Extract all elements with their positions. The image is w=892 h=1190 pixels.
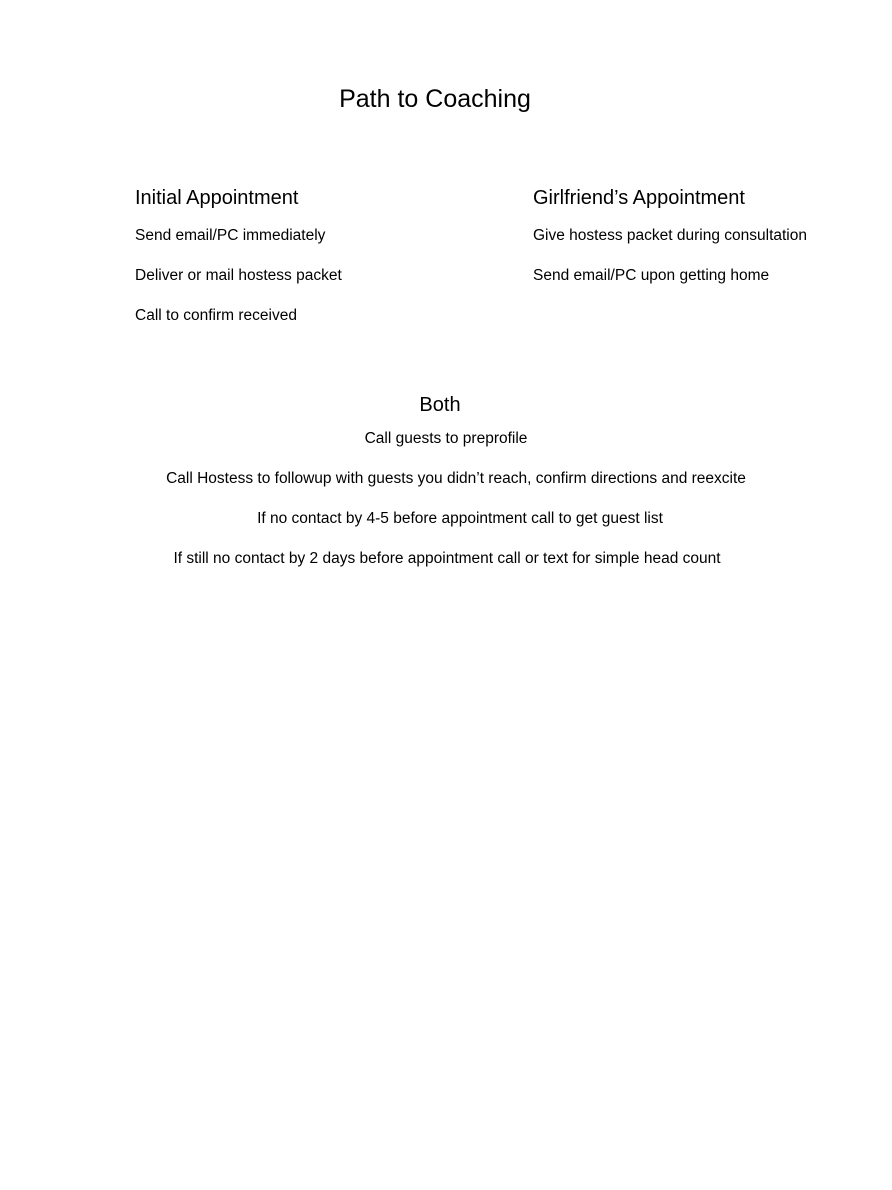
list-item: If no contact by 4-5 before appointment call to get guest list <box>257 510 663 527</box>
list-item: Deliver or mail hostess packet <box>135 267 342 284</box>
girlfriend-appointment-heading: Girlfriend’s Appointment <box>533 187 745 209</box>
both-heading: Both <box>419 394 461 416</box>
list-item: Call Hostess to followup with guests you didn’t reach, confirm directions and reexcite <box>166 470 746 487</box>
list-item: Send email/PC immediately <box>135 227 326 244</box>
both-section <box>0 391 892 589</box>
page-title: Path to Coaching <box>339 85 531 113</box>
initial-appointment-heading: Initial Appointment <box>135 187 299 209</box>
girlfriend-appointment-section <box>533 184 883 306</box>
list-item: If still no contact by 2 days before appointment call or text for simple head count <box>173 550 721 567</box>
list-item: Give hostess packet during consultation <box>533 227 807 244</box>
list-item: Call to confirm received <box>135 307 297 324</box>
list-item: Call guests to preprofile <box>364 430 528 447</box>
list-item: Send email/PC upon getting home <box>533 267 770 284</box>
initial-appointment-section <box>135 184 505 346</box>
